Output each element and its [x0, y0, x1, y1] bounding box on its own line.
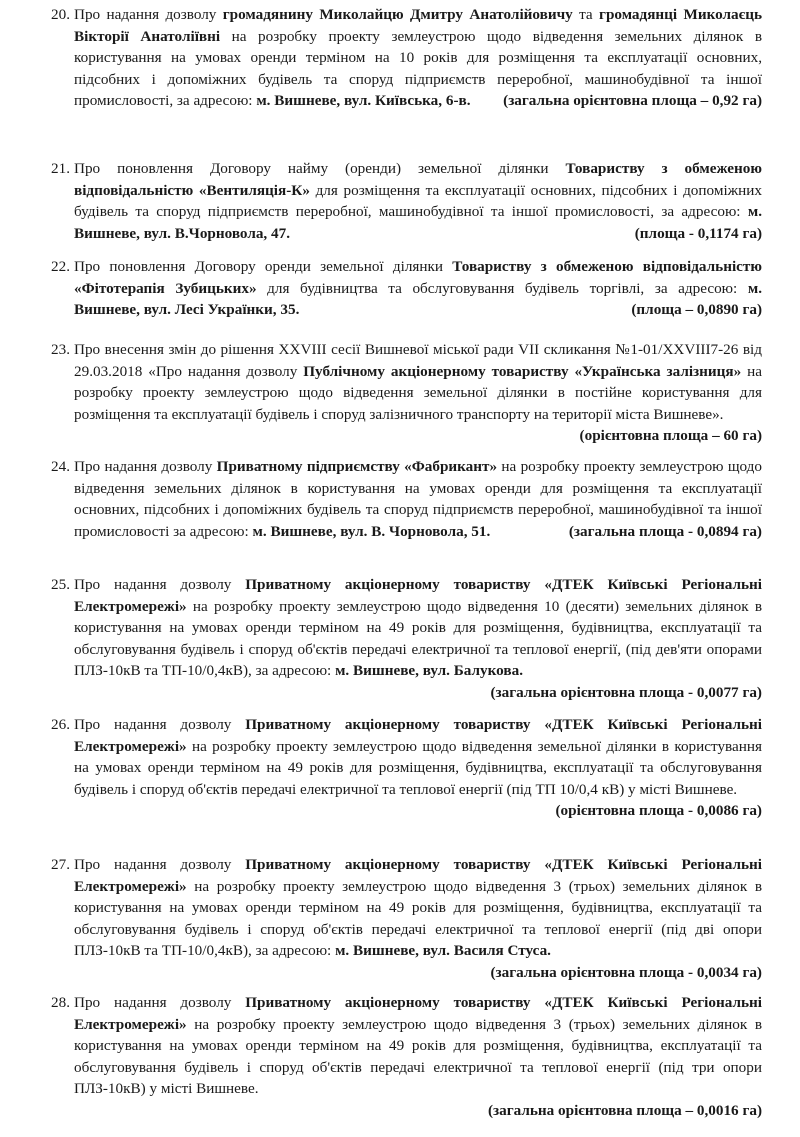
item-text: Про поновлення Договору оренди земельної ділянки Товариству з обмеженою відповідальністю «Фітотерапія Зубицьких» для будівництва та обслуговування будівель торгівлі, за адресою: м. Вишневе, вул. Лесі Українки, 35. (площа – 0,0890 га) [74, 256, 762, 321]
area-note: (орієнтовна площа - 0,0086 га) [555, 802, 762, 820]
area-note: (загальна орієнтовна площа – 0,0016 га) [487, 1101, 762, 1119]
item-number: 24. [51, 458, 70, 475]
item-number: 20. [51, 6, 70, 23]
item-number: 25. [51, 576, 70, 593]
list-item [36, 4, 762, 112]
list-item [36, 714, 762, 822]
item-text: Про надання дозволу Приватному акціонерному товариству «ДТЕК Київські Регіональні Електромережі» на розробку проекту землеустрою щодо відведення 3 (трьох) земельних ділянок в користування на умовах оренди терміном на 49 років для розміщення, будівництва, експлуатації та обслуговування будівель і споруд об'єктів передачі електричної та теплової енергії (під дві опори ПЛЗ-10кВ та ТП-10/0,4кВ), за адресою: м. Вишневе, вул. Василя Стуса. (загальна орієнтовна площа - 0,0034 га) [74, 854, 762, 962]
item-number: 21. [51, 160, 70, 177]
area-note: (орієнтовна площа – 60 га) [579, 427, 762, 445]
item-text: Про поновлення Договору найму (оренди) земельної ділянки Товариству з обмеженою відповідальністю «Вентиляція-К» для розміщення та експлуатації основних, підсобних і допоміжних будівель та споруд підприємств переробної, машинобудівної та іншої промисловості, за адресою: м. Вишневе, вул. В.Чорновола, 47. (площа - 0,1174 га) [74, 158, 762, 244]
area-note: (загальна орієнтовна площа - 0,0034 га) [490, 963, 762, 981]
item-text: Про надання дозволу Приватному акціонерному товариству «ДТЕК Київські Регіональні Електромережі» на розробку проекту землеустрою щодо відведення 10 (десяти) земельних ділянок в користування на умовах оренди терміном на 49 років для розміщення, будівництва, експлуатації та обслуговування будівель і споруд об'єктів передачі електричної та теплової енергії, (під дев'яти опорами ПЛЗ-10кВ та ТП-10/0,4кВ), за адресою: м. Вишневе, вул. Балукова. (загальна орієнтовна площа - 0,0077 га) [74, 574, 762, 682]
item-text: Про надання дозволу громадянину Миколайцю Дмитру Анатолійовичу та громадянці Миколаєць Вікторії Анатоліївні на розробку проекту землеустрою щодо відведення земельних ділянок в користування на умовах оренди терміном на 10 років для розміщення та експлуатації основних, підсобних і допоміжних будівель та споруд підприємств переробної, машинобудівної та іншої промисловості, за адресою: м. Вишневе, вул. Київська, 6-в. (загальна орієнтовна площа – 0,92 га) [74, 4, 762, 112]
area-note: (загальна орієнтовна площа - 0,0077 га) [490, 683, 762, 701]
area-note: (площа - 0,1174 га) [634, 224, 762, 242]
item-number: 23. [51, 341, 70, 358]
item-text: Про надання дозволу Приватному акціонерному товариству «ДТЕК Київські Регіональні Електромережі» на розробку проекту землеустрою щодо відведення земельної ділянки в користування на умовах оренди терміном на 49 років для розміщення, будівництва, експлуатації та обслуговування будівель і споруд об'єктів передачі електричної та теплової енергії (під ТП 10/0,4 кВ) у місті Вишневе. (орієнтовна площа - 0,0086 га) [74, 714, 762, 822]
area-note: (загальна площа - 0,0894 га) [568, 522, 762, 540]
item-number: 28. [51, 994, 70, 1011]
list-item [36, 256, 762, 321]
list-item [36, 456, 762, 542]
list-item [36, 992, 762, 1122]
item-text: Про надання дозволу Приватному акціонерному товариству «ДТЕК Київські Регіональні Електромережі» на розробку проекту землеустрою щодо відведення 3 (трьох) земельних ділянок в користування на умовах оренди терміном на 49 років для розміщення, будівництва, експлуатації та обслуговування будівель і споруд об'єктів передачі електричної та теплової енергії (під три опори ПЛЗ-10кВ) у місті Вишневе. (загальна орієнтовна площа – 0,0016 га) [74, 992, 762, 1122]
list-item [36, 339, 762, 447]
list-item [36, 854, 762, 984]
item-text: Про надання дозволу Приватному підприємству «Фабрикант» на розробку проекту землеустрою щодо відведення земельних ділянок в користування на умовах оренди для розміщення та експлуатації основних, підсобних і допоміжних будівель та споруд підприємств переробної, машинобудівної та іншої промисловості за адресою: м. Вишневе, вул. В. Чорновола, 51. (загальна площа - 0,0894 га) [74, 456, 762, 542]
item-number: 26. [51, 716, 70, 733]
area-note: (загальна орієнтовна площа – 0,92 га) [503, 92, 762, 110]
list-item [36, 158, 762, 244]
item-number: 27. [51, 856, 70, 873]
item-text: Про внесення змін до рішення XXVIII сесії Вишневої міської ради VII скликання №1-01/XXVIII7-26 від 29.03.2018 «Про надання дозволу Публічному акціонерному товариству «Українська залізниця» на розробку проекту землеустрою щодо відведення земельної ділянки в постійне користування для розміщення та експлуатації будівель і споруд залізничного транспорту на території міста Вишневе». (орієнтовна площа – 60 га) [74, 339, 762, 425]
area-note: (площа – 0,0890 га) [631, 301, 762, 319]
list-item [36, 574, 762, 704]
item-number: 22. [51, 258, 70, 275]
